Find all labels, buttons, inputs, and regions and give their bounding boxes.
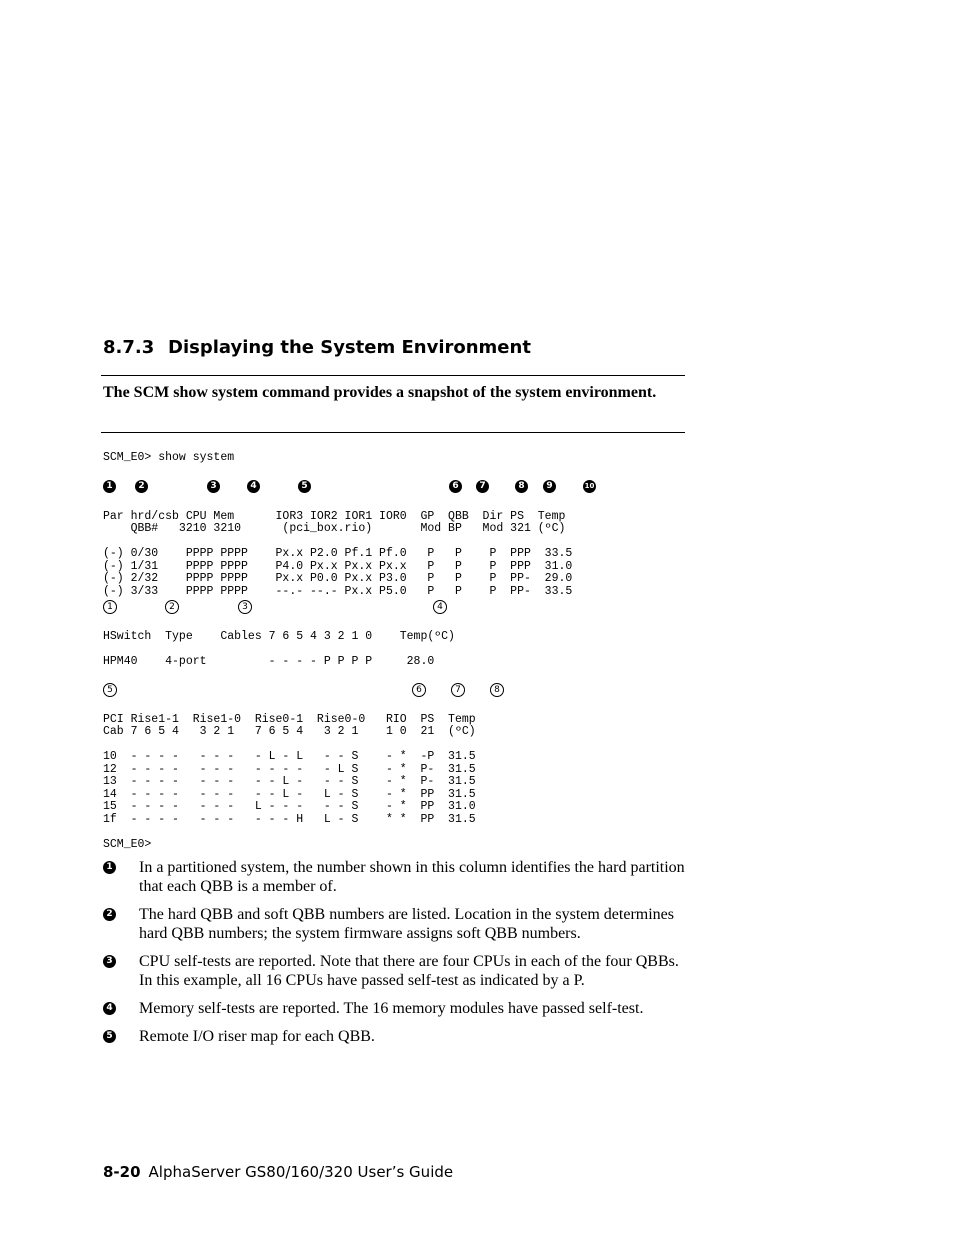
book-title: AlphaServer GS80/160/320 User’s Guide — [148, 1163, 454, 1181]
pci-row: 14 - - - - - - - - - L - L - S - * PP 31.5 — [103, 787, 476, 801]
intro-paragraph: The SCM show system command provides a snapshot of the system environment. — [103, 384, 657, 401]
callout-item — [103, 952, 685, 990]
callout-marker-9: 9 — [543, 480, 556, 493]
pci-row: 15 - - - - - - - L - - - - - S - * PP 31.0 — [103, 800, 476, 813]
qbb-header-line: Par hrd/csb CPU Mem IOR3 IOR2 IOR1 IOR0 GP QBB Dir PS Temp — [103, 509, 566, 523]
callout-marker-5: 5 — [103, 1030, 116, 1043]
callout-item — [103, 999, 685, 1018]
pci-marker-5: 5 — [103, 683, 117, 697]
qbb-row: (-) 3/33 PPPP PPPP --.- --.- Px.x P5.0 P P P PP- 33.5 — [103, 584, 573, 598]
callout-marker-2: 2 — [103, 908, 116, 921]
hswitch-marker-2: 2 — [165, 600, 179, 614]
callout-marker-3: 3 — [207, 480, 220, 493]
pci-row: 12 - - - - - - - - - - - - L S - * P- 31.5 — [103, 762, 476, 776]
hswitch-row: HPM40 4-port - - - - P P P P 28.0 — [103, 654, 435, 668]
pci-marker-7: 7 — [451, 683, 465, 697]
callout-marker-7: 7 — [476, 480, 489, 493]
qbb-row: (-) 2/32 PPPP PPPP Px.x P0.0 Px.x P3.0 P P P PP- 29.0 — [103, 572, 573, 585]
callout-marker-4: 4 — [103, 1002, 116, 1015]
qbb-header-line: QBB# 3210 3210 (pci_box.rio) Mod BP Mod 321 (ºC) — [103, 522, 566, 535]
callout-text: Memory self-tests are reported. The 16 memory modules have passed self-test. — [139, 1000, 644, 1017]
qbb-table — [103, 498, 572, 611]
rule-top — [101, 375, 685, 376]
callout-marker-3: 3 — [103, 955, 116, 968]
qbb-row: (-) 1/31 PPPP PPPP P4.0 Px.x Px.x Px.x P P P PPP 31.0 — [103, 559, 573, 573]
callout-marker-1: 1 — [103, 861, 116, 874]
callout-marker-10: 10 — [583, 480, 596, 493]
pci-row: 10 - - - - - - - - L - L - - S - * -P 31.5 — [103, 750, 476, 763]
console-command: SCM_E0> show system — [103, 451, 235, 464]
hswitch-marker-3: 3 — [238, 600, 252, 614]
callout-marker-2: 2 — [135, 480, 148, 493]
callout-text: In a partitioned system, the number shown in this column identifies the hard partition that each QBB is a member of. — [139, 859, 685, 895]
pci-marker-6: 6 — [412, 683, 426, 697]
callout-marker-6: 6 — [449, 480, 462, 493]
console-end-prompt: SCM_E0> — [103, 837, 152, 851]
section-heading — [103, 337, 531, 358]
callout-item — [103, 905, 685, 943]
callout-marker-8: 8 — [515, 480, 528, 493]
callout-marker-1: 1 — [103, 480, 116, 493]
rule-bottom — [101, 432, 685, 433]
pci-marker-8: 8 — [490, 683, 504, 697]
callout-marker-5: 5 — [298, 480, 311, 493]
pci-header-line: Cab 7 6 5 4 3 2 1 7 6 5 4 3 2 1 1 0 21 (ºC) — [103, 725, 476, 738]
hswitch-marker-1: 1 — [103, 600, 117, 614]
pci-table — [103, 701, 476, 864]
callout-text: CPU self-tests are reported. Note that there are four CPUs in each of the four QBBs. In this example, all 16 CPUs have passed self-test as indicated by a P. — [139, 953, 679, 989]
callout-text: The hard QBB and soft QBB numbers are listed. Location in the system determines hard QBB numbers; the system firmware assigns soft QBB numbers. — [139, 906, 674, 942]
pci-row: 1f - - - - - - - - - - H L - S * * PP 31.5 — [103, 812, 476, 826]
callout-item — [103, 1027, 685, 1046]
hswitch-header-line: HSwitch Type Cables 7 6 5 4 3 2 1 0 Temp(ºC) — [103, 629, 455, 643]
callout-item — [103, 858, 685, 896]
section-title: Displaying the System Environment — [168, 337, 531, 358]
pci-header-line: PCI Rise1-1 Rise1-0 Rise0-1 Rise0-0 RIO PS Temp — [103, 712, 476, 726]
callout-text: Remote I/O riser map for each QBB. — [139, 1028, 375, 1045]
page-footer — [103, 1163, 453, 1181]
pci-row: 13 - - - - - - - - - L - - - S - * P- 31.5 — [103, 775, 476, 788]
section-number: 8.7.3 — [103, 337, 155, 358]
qbb-row: (-) 0/30 PPPP PPPP Px.x P2.0 Pf.1 Pf.0 P P P PPP 33.5 — [103, 547, 573, 560]
callout-list — [103, 858, 685, 1055]
page-number: 8-20 — [103, 1163, 141, 1181]
callout-marker-4: 4 — [247, 480, 260, 493]
hswitch-table — [103, 618, 455, 681]
hswitch-marker-4: 4 — [433, 600, 447, 614]
